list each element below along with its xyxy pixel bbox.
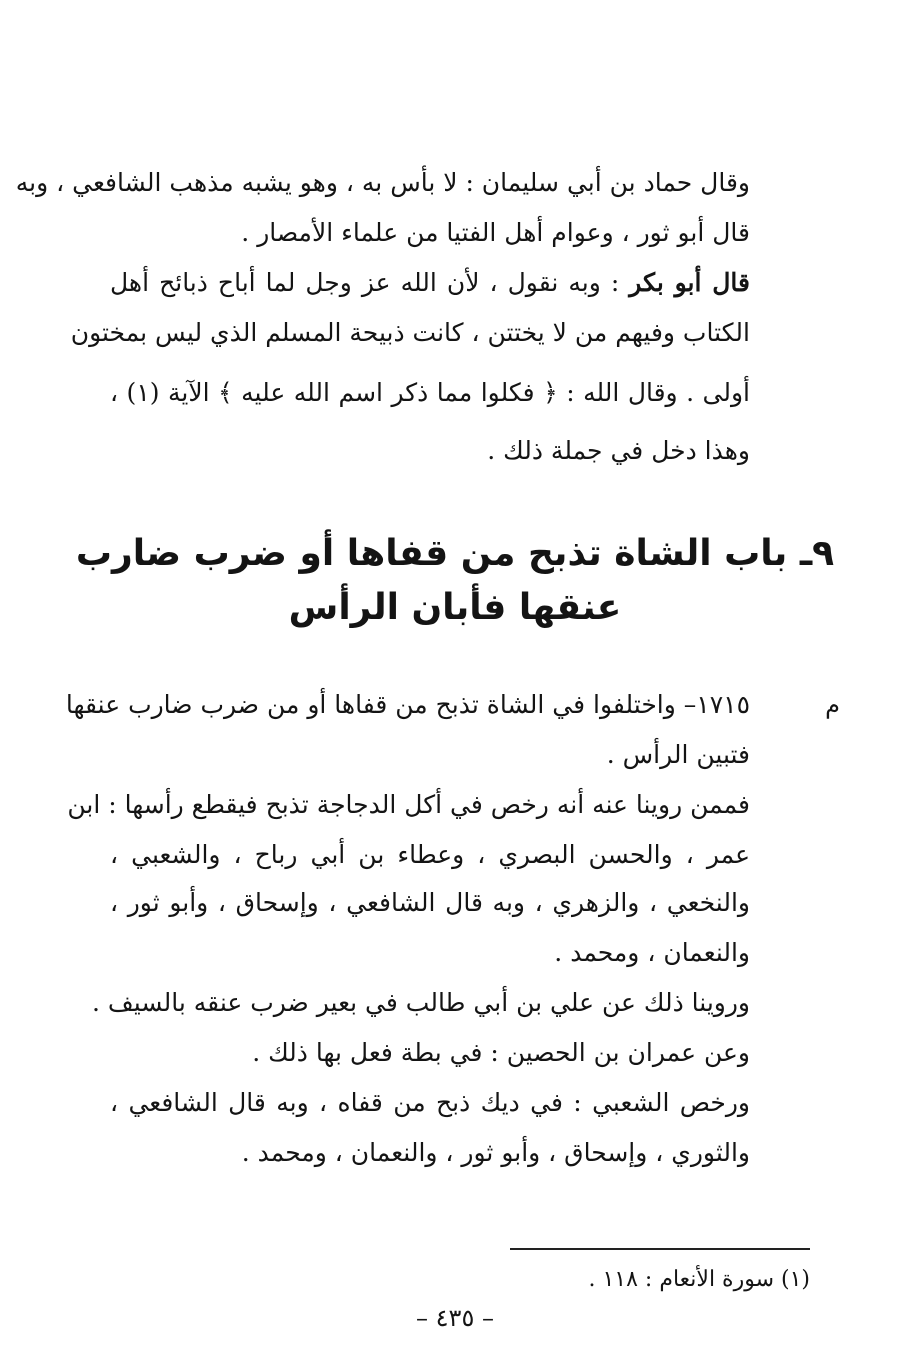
section-heading-line: عنقها فأبان الرأس [288, 587, 622, 628]
text-line: وقال حماد بن أبي سليمان : لا بأس به ، وهو يشبه مذهب الشافعي ، وبه [15, 168, 750, 197]
footnote: (١) سورة الأنعام : ١١٨ . [588, 1267, 810, 1292]
text-line: والنعمان ، ومحمد . [554, 938, 750, 967]
text-line-with-speaker [110, 264, 750, 302]
footnote-divider [510, 1248, 810, 1250]
text-line: وعن عمران بن الحصين : في بطة فعل بها ذلك . [252, 1038, 750, 1067]
page-number: – ٤٣٥ – [416, 1304, 494, 1332]
text-line: ورخص الشعبي : في ديك ذبح من قفاه ، وبه قال الشافعي ، [110, 1088, 750, 1117]
text-line: ١٧١٥– واختلفوا في الشاة تذبح من قفاها أو من ضرب ضارب عنقها [65, 690, 750, 719]
text-line: فتبين الرأس . [606, 740, 750, 769]
entry-marker: م [825, 691, 840, 719]
section-heading-line: ٩ـ باب الشاة تذبح من قفاها أو ضرب ضارب [75, 533, 835, 574]
text-line: وروينا ذلك عن علي بن أبي طالب في بعير ضرب عنقه بالسيف . [92, 988, 750, 1017]
text-line: والنخعي ، والزهري ، وبه قال الشافعي ، وإسحاق ، وأبو ثور ، [110, 888, 750, 917]
speaker-label: قال أبو بكر [629, 268, 750, 297]
text-line: قال أبو ثور ، وعوام أهل الفتيا من علماء الأمصار . [241, 218, 750, 247]
text-line: أولى . وقال الله : ﴿ فكلوا مما ذكر اسم الله عليه ﴾ الآية (١) ، [110, 378, 751, 407]
text-line: فممن روينا عنه أنه رخص في أكل الدجاجة تذبح فيقطع رأسها : ابن [67, 790, 750, 819]
text-line: عمر ، والحسن البصري ، وعطاء بن أبي رباح ، والشعبي ، [110, 840, 750, 869]
text-span: : وبه نقول ، لأن الله عز وجل لما أباح ذبائح أهل [110, 268, 620, 297]
text-line: والثوري ، وإسحاق ، وأبو ثور ، والنعمان ، ومحمد . [241, 1138, 750, 1167]
text-line: وهذا دخل في جملة ذلك . [487, 436, 750, 465]
text-line: الكتاب وفيهم من لا يختتن ، كانت ذبيحة المسلم الذي ليس بمختون [70, 318, 750, 347]
